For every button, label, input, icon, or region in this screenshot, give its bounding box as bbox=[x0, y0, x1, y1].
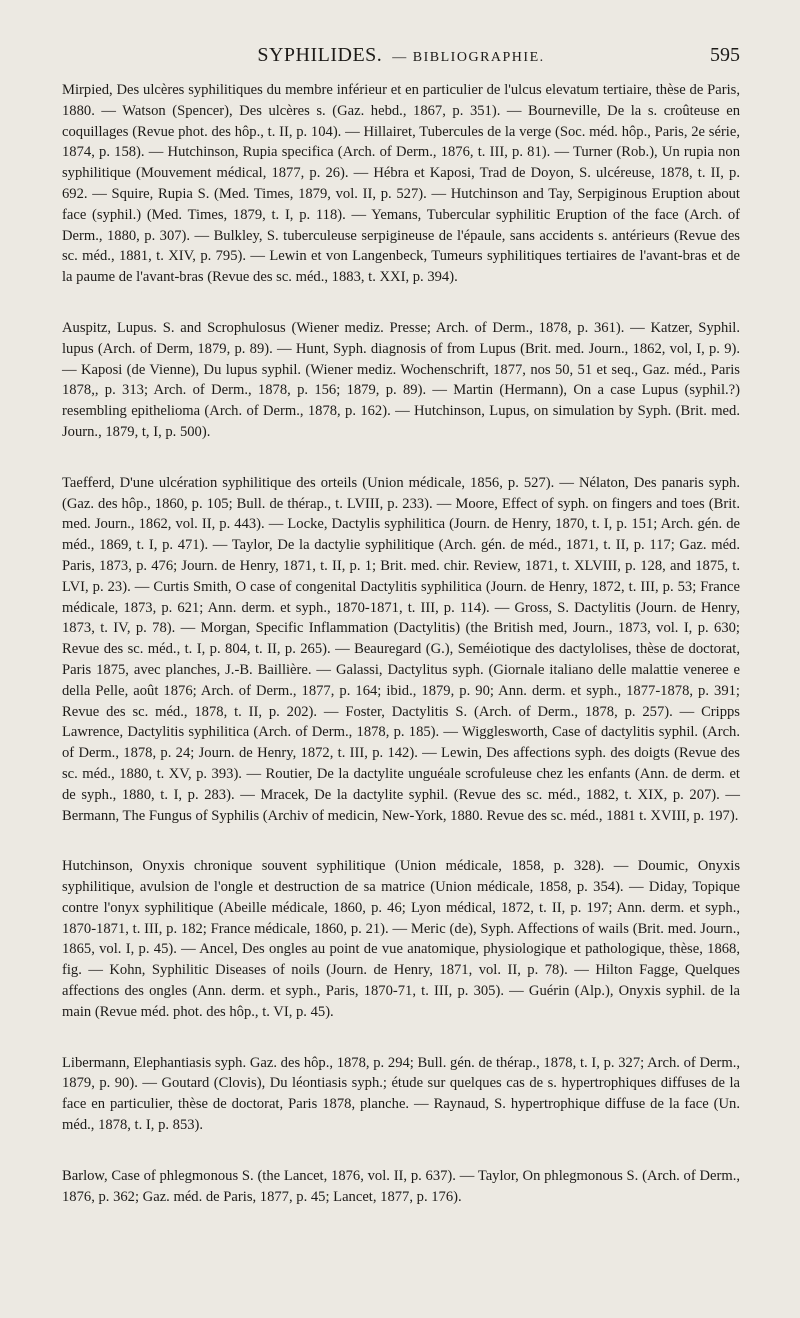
bibliography-entry: Libermann, Elephantiasis syph. Gaz. des hôp., 1878, p. 294; Bull. gén. de thérap., 1878, t. I, p. 327; Arch. of Derm., 1879, p. 90). — Goutard (Clovis), Du léontiasis syph.; étude sur quelques cas de s. hypertrophiques diffuses de la face en particulier, thèse de doctorat, Paris 1878, planche. — Raynaud, S. hypertrophique diffuse de la face (Un. méd., 1878, t. I, p. 853). bbox=[62, 1054, 740, 1134]
running-title: SYPHILIDES. bbox=[257, 44, 383, 66]
running-header bbox=[62, 44, 740, 80]
bibliography-entry: Hutchinson, Onyxis chronique souvent syphilitique (Union médicale, 1858, p. 328). — Doumic, Onyxis syphilitique, avulsion de l'ongle et destruction de sa matrice (Union médicale, 1858, p. 354). — Diday, Topique contre l'onyx syphilitique (Abeille médicale, 1860, p. 46; Lyon médical, 1872, t. II, p. 197; Ann. derm. et syph., 1870-1871, t. III, p. 182; France médicale, 1860, p. 21). — Meric (de), Syph. Affections of wails (Brit. med. Journ., 1865, vol. I, p. 45). — Ancel, Des ongles au point de vue anatomique, physiologique et pathologique, thèse, 1868, fig. — Kohn, Syphilitic Diseases of noils (Journ. de Henry, 1871, vol. II, p. 78). — Hilton Fagge, Quelques affections des ongles (Ann. derm. et syph., Paris, 1870-71, t. III, p. 305). — Guérin (Alp.), Onyxis syphil. de la main (Revue méd. phot. des hôp., t. VI, p. 45). bbox=[62, 858, 740, 1020]
bibliography-entry: Barlow, Case of phlegmonous S. (the Lancet, 1876, vol. II, p. 637). — Taylor, On phlegmonous S. (Arch. of Derm., 1876, p. 362; Gaz. méd. de Paris, 1877, p. 45; Lancet, 1877, p. 176). bbox=[62, 1167, 740, 1205]
bibliography-body bbox=[62, 80, 740, 1207]
bibliography-entry: Mirpied, Des ulcères syphilitiques du membre inférieur et en particulier de l'ulcus elevatum tertiaire, thèse de Paris, 1880. — Watson (Spencer), Des ulcères s. (Gaz. hebd., 1867, p. 351). — Bourneville, De la s. croûteuse en coquillages (Revue phot. des hôp., t. II, p. 104). — Hillairet, Tubercules de la verge (Soc. méd. hôp., Paris, 2e série, 1874, p. 158). — Hutchinson, Rupia specifica (Arch. of Derm., 1876, t. III, p. 81). — Turner (Rob.), Un rupia non syphilitique (Mouvement médical, 1877, p. 26). — Hébra et Kaposi, Trad de Doyon, S. ulcéreuse, 1878, t. II, p. 692. — Squire, Rupia S. (Med. Times, 1879, vol. II, p. 527). — Hutchinson and Tay, Serpiginous Eruption about face (syphil.) (Med. Times, 1879, t. I, p. 118). — Yemans, Tubercular syphilitic Eruption of the face (Arch. of Derm., 1880, p. 307). — Bulkley, S. tuberculeuse serpigineuse de l'épaule, sans accidents s. antérieurs (Revue des sc. méd., 1881, t. XIV, p. 795). — Lewin et von Langenbeck, Tumeurs syphilitiques tertiaires de l'avant-bras et de la paume de l'avant-bras (Revue des sc. méd., 1883, t. XXI, p. 394). bbox=[62, 82, 740, 286]
running-subtitle: — BIBLIOGRAPHIE. bbox=[392, 50, 545, 65]
bibliography-entry: Auspitz, Lupus. S. and Scrophulosus (Wiener mediz. Presse; Arch. of Derm., 1878, p. 361). — Katzer, Syphil. lupus (Arch. of Derm, 1879, p. 89). — Hunt, Syph. diagnosis of from Lupus (Brit. med. Journ., 1862, vol, I, p. 9). — Kaposi (de Vienne), Du lupus syphil. (Wiener mediz. Wochenschrift, 1877, nos 50, 51 et seq., Gaz. méd., Paris 1878,, p. 313; Arch. of Derm., 1878, p. 156; 1879, p. 89). — Martin (Hermann), On a case Lupus (syphil.?) resembling epithelioma (Arch. of Derm., 1878, p. 162). — Hutchinson, Lupus, on simulation by Syph. (Brit. med. Journ., 1879, t, I, p. 500). bbox=[62, 319, 740, 440]
bibliography-entry: Taefferd, D'une ulcération syphilitique des orteils (Union médicale, 1856, p. 527). — Nélaton, Des panaris syph. (Gaz. des hôp., 1860, p. 105; Bull. de thérap., t. LVIII, p. 233). — Moore, Effect of syph. on fingers and toes (Brit. med. Journ., 1862, vol. II, p. 443). — Locke, Dactylis syphilitica (Journ. de Henry, 1870, t. I, p. 151; Arch. gén. de méd., 1869, t. I, p. 471). — Taylor, De la dactylie syphilitique (Arch. gén. de méd., 1871, t. II, p. 117; Gaz. méd. Paris, 1873, p. 476; Journ. de Henry, 1871, t. II, p. 1; Brit. med. chir. Review, 1871, t. XLVIII, p. 128, and 1875, t. LVI, p. 23). — Curtis Smith, O case of congenital Dactylitis syphilitica (Journ. de Henry, 1872, t. III, p. 53; France médicale, 1873, p. 621; Ann. derm. et syph., 1870-1871, t. III, p. 114). — Gross, S. Dactylitis (Journ. de Henry, 1873, t. IV, p. 78). — Morgan, Specific Inflammation (Dactylitis) (the British med, Journ., 1873, vol. I, p. 630; Revue des sc. méd., t. I, p. 804, t. II, p. 265). — Beauregard (G.), Seméiotique des dactylolises, thèse de doctorat, Paris 1875, avec planches, J.-B. Baillière. — Galassi, Dactylitus syph. (Giornale italiano delle malattie veneree e della Pelle, août 1876; Arch. of Derm., 1877, p. 164; ibid., 1879, p. 90; Ann. derm. et syph., 1877-1878, p. 391; Revue des sc. méd., 1878, t. II, p. 202). — Foster, Dactylitis S. (Arch. of Derm., 1878, p. 257). — Cripps Lawrence, Dactylitis syphilitica (Arch. of Derm., 1878, p. 185). — Wigglesworth, Case of dactylitis syphil. (Arch. of Derm., 1878, p. 24; Journ. de Henry, 1872, t. III, p. 142). — Lewin, Des affections syph. des doigts (Revue des sc. méd., 1880, t. XV, p. 393). — Routier, De la dactylite unguéale scrofuleuse chez les enfants (Ann. de derm. et de syph., 1880, t. I, p. 283). — Mracek, De la dactylite syphil. (Revue des sc. méd., 1882, t. XIX, p. 207). — Bermann, The Fungus of Syphilis (Archiv of medicin, New-York, 1880. Revue des sc. méd., 1881 t. XVIII, p. 197). bbox=[62, 474, 740, 824]
page-number: 595 bbox=[710, 44, 740, 66]
